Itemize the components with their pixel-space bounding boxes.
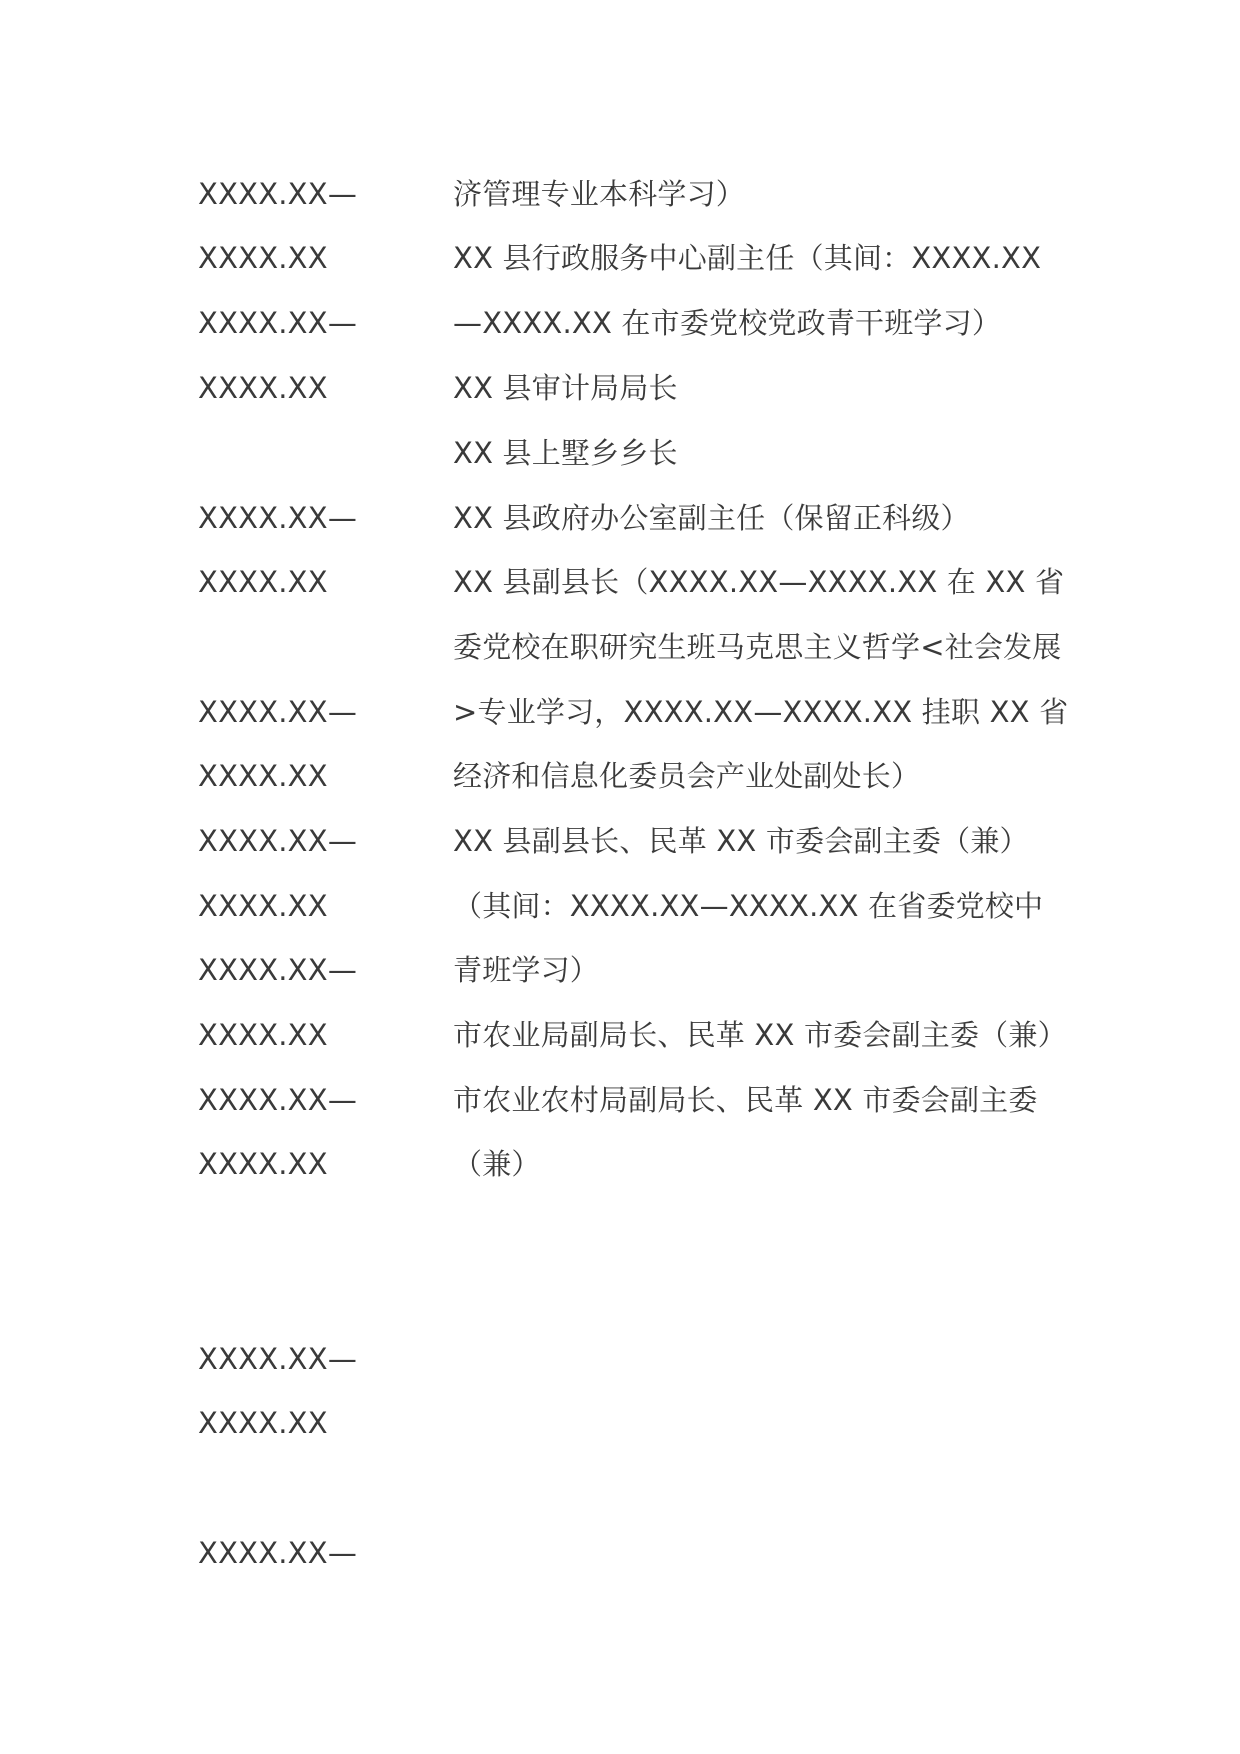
description-line: XX 县上墅乡乡长 [453,436,678,470]
date-line: XXXX.XX— [198,1342,358,1376]
date-line: XXXX.XX [198,1018,328,1052]
description-line: XX 县审计局局长 [453,371,678,405]
date-line: XXXX.XX [198,241,328,275]
date-line: XXXX.XX— [198,306,358,340]
description-line: XX 县政府办公室副主任（保留正科级） [453,501,970,535]
date-line: XXXX.XX— [198,1536,358,1570]
description-line: 青班学习） [453,953,600,987]
description-line: —XXXX.XX 在市委党校党政青干班学习） [453,306,1002,340]
description-line: 市农业农村局副局长、民革 XX 市委会副主委 [453,1083,1038,1117]
description-line: XX 县行政服务中心副主任（其间：XXXX.XX [453,241,1042,275]
date-line: XXXX.XX [198,565,328,599]
description-line: 经济和信息化委员会产业处副处长） [453,759,921,793]
date-line: XXXX.XX— [198,695,358,729]
description-line: （兼） [453,1147,541,1181]
date-line: XXXX.XX— [198,1083,358,1117]
description-line: XX 县副县长（XXXX.XX—XXXX.XX 在 XX 省 [453,565,1065,599]
description-line: XX 县副县长、民革 XX 市委会副主委（兼） [453,824,1029,858]
date-line: XXXX.XX [198,1147,328,1181]
date-line: XXXX.XX— [198,501,358,535]
date-line: XXXX.XX [198,1406,328,1440]
date-line: XXXX.XX— [198,177,358,211]
description-line: 济管理专业本科学习） [453,177,746,211]
description-line: 市农业局副局长、民革 XX 市委会副主委（兼） [453,1018,1067,1052]
date-line: XXXX.XX [198,889,328,923]
description-line: （其间：XXXX.XX—XXXX.XX 在省委党校中 [453,889,1044,923]
date-line: XXXX.XX— [198,953,358,987]
description-line: 委党校在职研究生班马克思主义哲学<社会发展 [453,630,1062,664]
description-line: >专业学习，XXXX.XX—XXXX.XX 挂职 XX 省 [453,695,1069,729]
date-line: XXXX.XX [198,371,328,405]
date-line: XXXX.XX— [198,824,358,858]
date-line: XXXX.XX [198,759,328,793]
